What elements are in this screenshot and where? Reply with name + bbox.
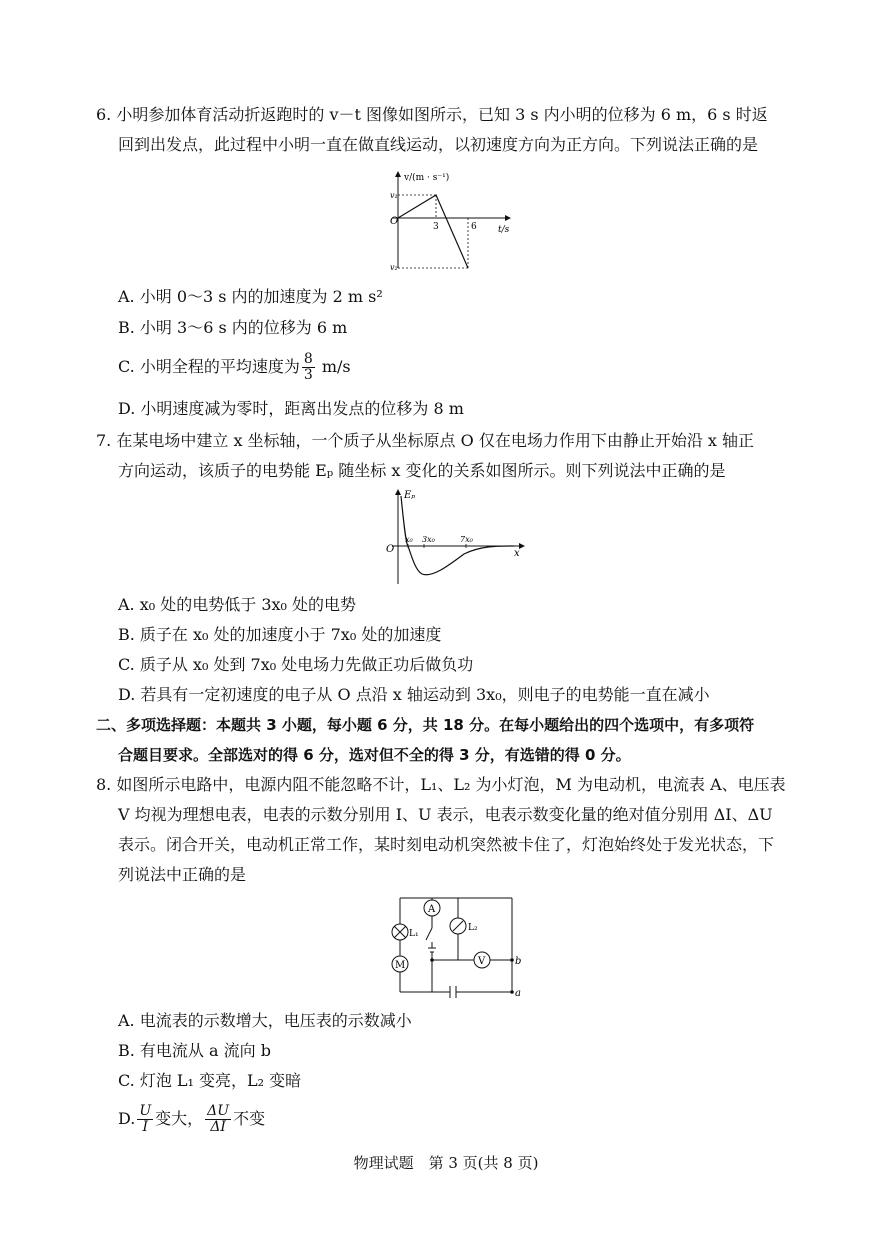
q7-tick-x0: x₀ [405, 535, 413, 544]
q7-option-d: D. 若具有一定初速度的电子从 O 点沿 x 轴运动到 3x₀，则电子的电势能一直在减小 [118, 685, 710, 704]
q6-stem-line1: 6. 小明参加体育活动折返跑时的 v－t 图像如图所示，已知 3 s 内小明的位移为 6 m，6 s 时返 [96, 105, 768, 124]
q6-option-c-text: C. 小明全程的平均速度为 [118, 357, 300, 376]
q6-option-c-fraction: $\frac{8}{3}$ [303, 351, 313, 383]
q8-option-d-fraction2: $\frac{\Delta U}{\Delta I}$ [207, 1103, 230, 1135]
q8-option-b: B. 有电流从 a 流向 b [118, 1041, 271, 1060]
q8-circuit-diagram [386, 892, 526, 1004]
q6-option-c [118, 352, 351, 383]
q8-option-d-mid: 变大， [155, 1109, 204, 1128]
q8-stem-line1: 8. 如图所示电路中，电源内阻不能忽略不计，L₁、L₂ 为小灯泡，M 为电动机，电流表 A、电压表 [96, 775, 786, 794]
q6-v2: v₂ [390, 263, 398, 272]
q7-stem-line1: 7. 在某电场中建立 x 坐标轴，一个质子从坐标原点 O 仅在电场力作用下由静止开始沿 x 轴正 [96, 431, 755, 450]
q8-option-d [118, 1102, 265, 1136]
q6-v1: v₁ [390, 191, 398, 200]
q7-option-a: A. x₀ 处的电势低于 3x₀ 处的电势 [118, 595, 357, 614]
q8-option-d-label: D. [118, 1109, 136, 1128]
q7-ep-curve [401, 496, 514, 575]
q8-stem-line3: 表示。闭合开关，电动机正常工作，某时刻电动机突然被卡住了，灯泡始终处于发光状态，下 [118, 835, 775, 854]
q8-option-d-end: 不变 [233, 1109, 266, 1128]
section2-heading-line1: 二、多项选择题：本题共 3 小题，每小题 6 分，共 18 分。在每小题给出的四个选项中，有多项符 [96, 716, 755, 734]
section2-heading-line2: 合题目要求。全部选对的得 6 分，选对但不全的得 3 分，有选错的得 0 分。 [118, 746, 631, 764]
node-b-label: b [515, 956, 522, 967]
q6-origin: O [390, 216, 399, 227]
ammeter-label: A [428, 904, 436, 915]
q7-option-c: C. 质子从 x₀ 处到 7x₀ 处电场力先做正功后做负功 [118, 655, 474, 674]
q6-vt-graph [390, 168, 520, 280]
page-footer: 物理试题 第 3 页(共 8 页) [353, 1154, 539, 1172]
q6-option-c-unit: m/s [316, 357, 351, 376]
q6-xlabel: t/s [498, 225, 510, 235]
q7-option-b: B. 质子在 x₀ 处的加速度小于 7x₀ 处的加速度 [118, 625, 442, 644]
motor-label: M [395, 960, 406, 971]
q8-option-a: A. 电流表的示数增大，电压表的示数减小 [118, 1011, 412, 1030]
q8-stem-line2: V 均视为理想电表，电表的示数分别用 I、U 表示，电表示数变化量的绝对值分别用 ΔI、ΔU [118, 805, 773, 824]
q6-option-a: A. 小明 0～3 s 内的加速度为 2 m s² [118, 287, 383, 306]
q7-stem-line2: 方向运动，该质子的电势能 Eₚ 随坐标 x 变化的关系如图所示。则下列说法中正确的是 [118, 461, 726, 480]
lamp2-label: L₂ [468, 923, 478, 933]
q7-ylabel: Eₚ [404, 490, 416, 501]
q6-option-d: D. 小明速度减为零时，距离出发点的位移为 8 m [118, 399, 464, 418]
q6-option-b: B. 小明 3～6 s 内的位移为 6 m [118, 318, 348, 337]
q6-stem-line2: 回到出发点，此过程中小明一直在做直线运动，以初速度方向为正方向。下列说法正确的是 [118, 135, 759, 154]
voltmeter-label: V [478, 956, 486, 967]
q6-ylabel: v/(m · s⁻¹) [404, 173, 450, 183]
q8-option-d-fraction1: $\frac{U}{I}$ [139, 1103, 152, 1135]
q7-tick-7x0: 7x₀ [460, 535, 473, 544]
q6-t3: 3 [433, 222, 439, 232]
q7-tick-3x0: 3x₀ [422, 535, 435, 544]
q8-stem-line4: 列说法中正确的是 [118, 865, 247, 884]
lamp1-label: L₁ [409, 929, 419, 939]
q7-ep-graph [384, 486, 530, 590]
q8-option-c: C. 灯泡 L₁ 变亮，L₂ 变暗 [118, 1071, 302, 1090]
q7-xlabel: x [514, 548, 520, 559]
node-a-label: a [515, 988, 521, 999]
q7-origin: O [386, 544, 395, 555]
q6-t6: 6 [471, 222, 477, 232]
